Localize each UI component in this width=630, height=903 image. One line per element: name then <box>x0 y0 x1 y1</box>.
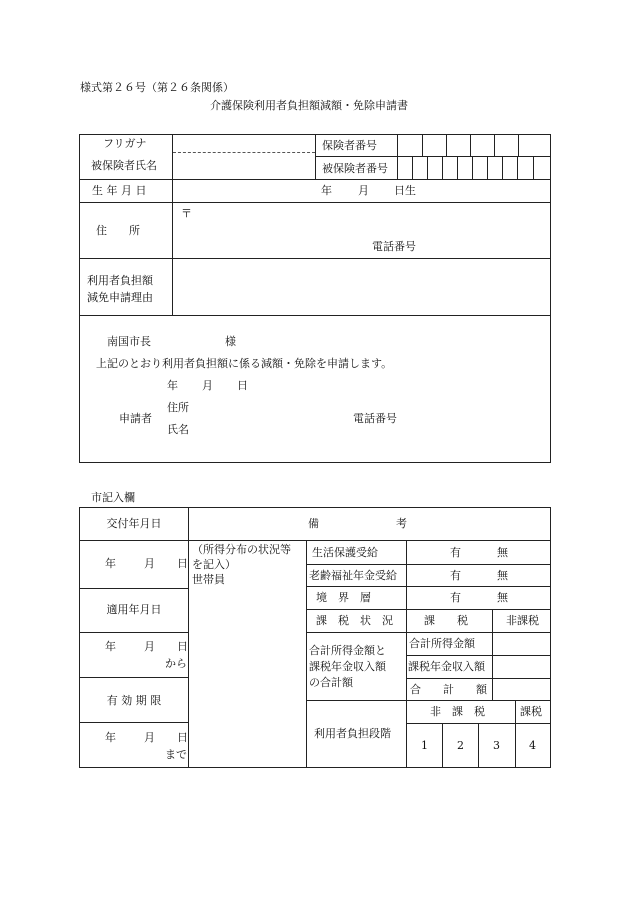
income-note-line1: （所得分布の状況等 <box>192 543 291 556</box>
validity-month: 月 <box>144 731 155 744</box>
until-label: まで <box>165 748 187 761</box>
apply-day: 日 <box>177 640 188 653</box>
stage-tax-header: 課税 <box>520 705 542 718</box>
declaration-year: 年 <box>167 379 178 392</box>
stage-nontax-header: 非 課 税 <box>430 705 485 718</box>
address-label: 住 所 <box>96 224 140 237</box>
furigana-field[interactable] <box>173 136 315 152</box>
welfare-pension-has[interactable]: 有 <box>450 569 461 582</box>
total-label: 合 計 額 <box>410 683 487 696</box>
livelihood-none[interactable]: 無 <box>497 546 508 559</box>
welfare-pension-none[interactable]: 無 <box>497 569 508 582</box>
reason-field[interactable] <box>173 260 549 314</box>
applicant-name-label: 氏名 <box>167 423 189 436</box>
honorific: 様 <box>225 335 236 348</box>
from-label: から <box>165 657 187 670</box>
birth-day-unit: 日生 <box>394 184 416 197</box>
boundary-has[interactable]: 有 <box>450 591 461 604</box>
pension-income-label: 課税年金収入額 <box>408 660 485 673</box>
apply-date-label: 適用年月日 <box>106 603 162 616</box>
boundary-label: 境 界 層 <box>316 591 371 604</box>
validity-day: 日 <box>177 731 188 744</box>
remarks-header: 備 考 <box>308 517 407 530</box>
income-sum-line1: 合計所得金額と <box>309 644 386 657</box>
stage-2[interactable]: 2 <box>457 739 464 752</box>
declaration-statement: 上記のとおり利用者負担額に係る減額・免除を申請します。 <box>96 357 393 370</box>
applicant-phone-label: 電話番号 <box>353 412 397 425</box>
birth-year-unit: 年 <box>321 184 332 197</box>
stage-1[interactable]: 1 <box>421 739 428 752</box>
tax-status-label: 課 税 状 況 <box>316 614 393 627</box>
burden-stage-label: 利用者負担段階 <box>314 727 391 740</box>
reason-label-line2: 減免申請理由 <box>87 291 153 304</box>
phone-label: 電話番号 <box>372 240 416 253</box>
insured-name-label: 被保険者氏名 <box>91 159 157 172</box>
reason-label-line1: 利用者負担額 <box>87 274 153 287</box>
form-number: 様式第２６号（第２６条関係） <box>80 81 234 94</box>
addressee: 南国市長 <box>107 335 151 348</box>
issue-year: 年 <box>105 557 116 570</box>
declaration-day: 日 <box>237 379 248 392</box>
livelihood-label: 生活保護受給 <box>312 546 378 559</box>
birthdate-label: 生 年 月 日 <box>92 184 147 197</box>
postal-mark: 〒 <box>181 207 192 220</box>
insured-number-label: 被保険者番号 <box>322 162 388 175</box>
issue-day: 日 <box>177 557 188 570</box>
total-income-label: 合計所得金額 <box>409 637 475 650</box>
income-sum-line3: の合計額 <box>309 676 353 689</box>
apply-month: 月 <box>144 640 155 653</box>
welfare-pension-label: 老齢福祉年金受給 <box>309 569 397 582</box>
validity-year: 年 <box>105 731 116 744</box>
validity-label: 有 効 期 限 <box>106 694 162 707</box>
applicant-address-label: 住所 <box>167 401 189 414</box>
livelihood-has[interactable]: 有 <box>450 546 461 559</box>
household-label: 世帯員 <box>192 573 225 586</box>
furigana-label: フリガナ <box>103 137 147 150</box>
insured-name-field[interactable] <box>173 154 315 178</box>
birth-month-unit: 月 <box>358 184 369 197</box>
stage-3[interactable]: 3 <box>493 739 500 752</box>
income-sum-line2: 課税年金収入額 <box>309 660 386 673</box>
income-note-line2: を記入） <box>192 558 236 571</box>
stage-4[interactable]: 4 <box>529 739 536 752</box>
form-title: 介護保険利用者負担額減額・免除申請書 <box>210 99 408 112</box>
insurer-number-label: 保険者番号 <box>322 139 377 152</box>
boundary-none[interactable]: 無 <box>497 591 508 604</box>
issue-month: 月 <box>144 557 155 570</box>
declaration-month: 月 <box>202 379 213 392</box>
tax-status-nontaxed[interactable]: 非課税 <box>506 614 539 627</box>
apply-year: 年 <box>105 640 116 653</box>
tax-status-taxed[interactable]: 課 税 <box>424 614 468 627</box>
applicant-label: 申請者 <box>119 412 152 425</box>
office-section-heading: 市記入欄 <box>91 491 135 504</box>
issue-date-label: 交付年月日 <box>106 517 162 530</box>
